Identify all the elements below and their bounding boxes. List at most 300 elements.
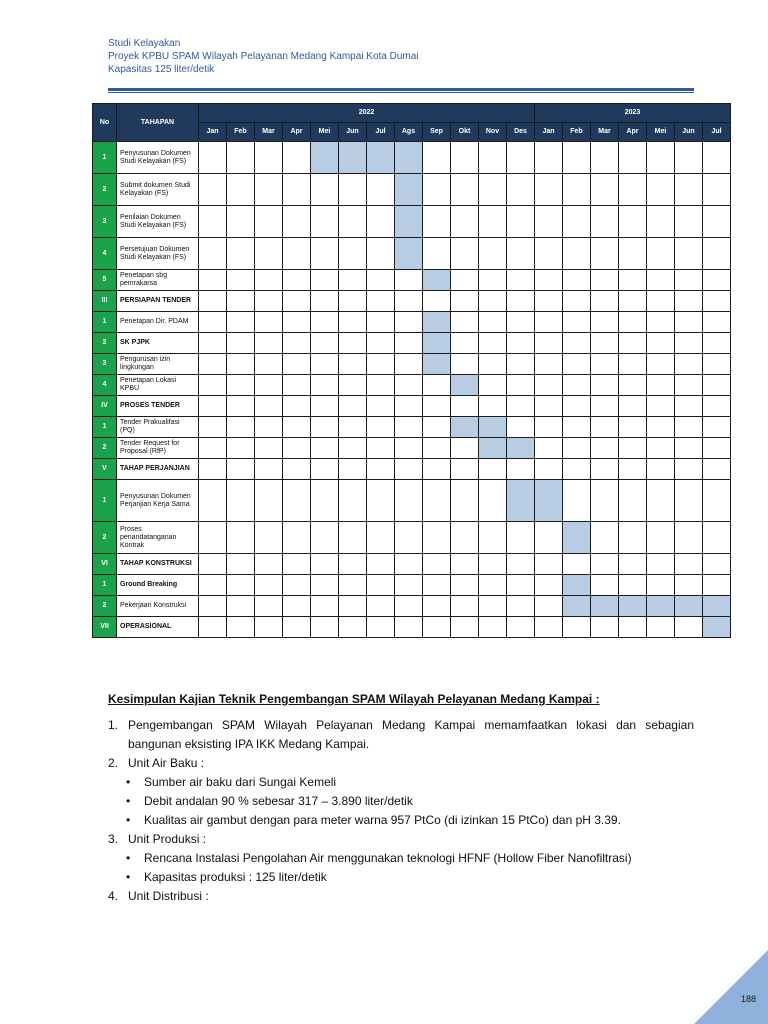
schedule-cell [591, 417, 619, 438]
schedule-cell [255, 459, 283, 480]
schedule-cell [199, 354, 227, 375]
schedule-cell [227, 270, 255, 291]
schedule-cell [311, 174, 339, 206]
schedule-cell [283, 238, 311, 270]
schedule-cell [507, 333, 535, 354]
schedule-cell [367, 375, 395, 396]
month-header: Jan [199, 123, 227, 142]
schedule-cell [255, 238, 283, 270]
technical-summary [108, 690, 694, 906]
schedule-cell [703, 354, 731, 375]
schedule-cell [535, 396, 563, 417]
schedule-cell [339, 333, 367, 354]
year-2023-header: 2023 [535, 104, 731, 123]
schedule-cell [227, 617, 255, 638]
schedule-cell [283, 617, 311, 638]
schedule-cell [647, 375, 675, 396]
schedule-cell [479, 575, 507, 596]
schedule-cell [451, 575, 479, 596]
schedule-cell [227, 354, 255, 375]
schedule-cell [647, 206, 675, 238]
schedule-cell [619, 291, 647, 312]
schedule-cell [199, 459, 227, 480]
schedule-cell [647, 354, 675, 375]
schedule-cell [255, 333, 283, 354]
schedule-cell [451, 312, 479, 333]
schedule-cell [451, 522, 479, 554]
schedule-cell [199, 417, 227, 438]
schedule-bar-cell [703, 596, 731, 617]
schedule-cell [227, 396, 255, 417]
schedule-cell [451, 459, 479, 480]
task-name: Tender Prakualifasi (PQ) [117, 417, 199, 438]
schedule-cell [535, 206, 563, 238]
schedule-cell [423, 238, 451, 270]
schedule-cell [591, 554, 619, 575]
schedule-cell [255, 142, 283, 174]
schedule-cell [423, 575, 451, 596]
month-header: Nov [479, 123, 507, 142]
schedule-cell [199, 522, 227, 554]
schedule-cell [255, 270, 283, 291]
schedule-cell [479, 617, 507, 638]
schedule-cell [367, 174, 395, 206]
schedule-cell [535, 375, 563, 396]
schedule-cell [395, 522, 423, 554]
schedule-cell [479, 206, 507, 238]
schedule-cell [199, 333, 227, 354]
month-header: Jan [535, 123, 563, 142]
schedule-cell [675, 575, 703, 596]
task-name: Pekerjaan Konstruksi [117, 596, 199, 617]
schedule-cell [339, 417, 367, 438]
table-row [93, 375, 731, 396]
schedule-cell [619, 238, 647, 270]
schedule-cell [199, 238, 227, 270]
schedule-cell [283, 354, 311, 375]
table-row [93, 396, 731, 417]
schedule-cell [255, 596, 283, 617]
month-header: Okt [451, 123, 479, 142]
schedule-cell [227, 174, 255, 206]
schedule-cell [563, 396, 591, 417]
schedule-cell [479, 312, 507, 333]
schedule-cell [451, 206, 479, 238]
month-header: Mar [255, 123, 283, 142]
schedule-cell [507, 142, 535, 174]
row-number: 2 [93, 522, 117, 554]
bullet-dot-icon: • [126, 775, 131, 789]
schedule-cell [395, 354, 423, 375]
schedule-cell [283, 459, 311, 480]
schedule-cell [647, 522, 675, 554]
schedule-cell [339, 438, 367, 459]
month-header: Mei [311, 123, 339, 142]
schedule-cell [591, 142, 619, 174]
month-header: Feb [563, 123, 591, 142]
schedule-cell [535, 333, 563, 354]
summary-bullet-text: Kapasitas produksi : 125 liter/detik [144, 870, 327, 884]
row-number: 5 [93, 270, 117, 291]
schedule-cell [227, 238, 255, 270]
schedule-cell [591, 522, 619, 554]
schedule-cell [535, 174, 563, 206]
row-number: 2 [93, 438, 117, 459]
schedule-cell [647, 617, 675, 638]
schedule-cell [311, 596, 339, 617]
schedule-cell [563, 554, 591, 575]
schedule-cell [367, 575, 395, 596]
task-name: TAHAP PERJANJIAN [117, 459, 199, 480]
schedule-cell [619, 312, 647, 333]
schedule-cell [675, 354, 703, 375]
header-line-2: Proyek KPBU SPAM Wilayah Pelayanan Medang Kampai Kota Dumai [108, 51, 419, 62]
schedule-cell [647, 333, 675, 354]
month-header: Apr [619, 123, 647, 142]
schedule-cell [591, 396, 619, 417]
schedule-cell [479, 554, 507, 575]
schedule-cell [255, 291, 283, 312]
schedule-cell [591, 575, 619, 596]
header-line-1: Studi Kelayakan [108, 38, 181, 49]
bullet-dot-icon: • [126, 794, 131, 808]
schedule-cell [423, 417, 451, 438]
schedule-cell [647, 417, 675, 438]
schedule-cell [255, 312, 283, 333]
schedule-cell [619, 206, 647, 238]
schedule-cell [339, 270, 367, 291]
schedule-cell [255, 396, 283, 417]
row-number: 1 [93, 142, 117, 174]
schedule-cell [255, 480, 283, 522]
schedule-cell [367, 417, 395, 438]
schedule-cell [199, 174, 227, 206]
schedule-cell [647, 554, 675, 575]
schedule-cell [479, 291, 507, 312]
schedule-cell [479, 396, 507, 417]
row-number: 4 [93, 375, 117, 396]
schedule-cell [619, 174, 647, 206]
schedule-cell [227, 375, 255, 396]
schedule-cell [283, 312, 311, 333]
schedule-cell [451, 174, 479, 206]
schedule-cell [395, 270, 423, 291]
schedule-cell [311, 554, 339, 575]
schedule-cell [479, 142, 507, 174]
schedule-cell [507, 354, 535, 375]
schedule-cell [619, 554, 647, 575]
header-divider-thin [108, 92, 694, 93]
schedule-cell [339, 174, 367, 206]
schedule-cell [339, 291, 367, 312]
schedule-cell [507, 312, 535, 333]
schedule-cell [479, 375, 507, 396]
schedule-cell [703, 291, 731, 312]
schedule-cell [535, 459, 563, 480]
table-row [93, 312, 731, 333]
schedule-bar-cell [423, 333, 451, 354]
schedule-cell [199, 438, 227, 459]
table-row [93, 617, 731, 638]
schedule-cell [339, 522, 367, 554]
schedule-cell [367, 596, 395, 617]
schedule-bar-cell [367, 142, 395, 174]
schedule-bar-cell [451, 417, 479, 438]
table-row [93, 438, 731, 459]
row-number: 2 [93, 596, 117, 617]
summary-item-text: Unit Air Baku : [128, 756, 205, 770]
schedule-cell [339, 480, 367, 522]
schedule-cell [339, 238, 367, 270]
task-name: Penyusunan Dokumen Perjanjian Kerja Sama [117, 480, 199, 522]
summary-bullet [108, 811, 694, 830]
col-tahapan-header: TAHAPAN [117, 104, 199, 142]
schedule-bar-cell [423, 270, 451, 291]
schedule-cell [507, 554, 535, 575]
task-name: Penyusunan Dokumen Studi Kelayakan (FS) [117, 142, 199, 174]
schedule-cell [535, 142, 563, 174]
schedule-cell [255, 575, 283, 596]
month-header: Jul [367, 123, 395, 142]
schedule-cell [367, 270, 395, 291]
schedule-cell [619, 522, 647, 554]
schedule-cell [451, 354, 479, 375]
schedule-cell [647, 459, 675, 480]
summary-item [108, 830, 694, 849]
schedule-cell [507, 270, 535, 291]
table-row [93, 270, 731, 291]
schedule-cell [339, 312, 367, 333]
schedule-cell [675, 291, 703, 312]
schedule-cell [591, 238, 619, 270]
schedule-cell [675, 238, 703, 270]
schedule-cell [199, 480, 227, 522]
schedule-cell [647, 238, 675, 270]
summary-item-number: 1. [108, 718, 119, 732]
schedule-cell [283, 554, 311, 575]
schedule-cell [479, 270, 507, 291]
schedule-cell [283, 174, 311, 206]
summary-item-text: Unit Distribusi : [128, 889, 209, 903]
schedule-cell [311, 617, 339, 638]
schedule-cell [479, 459, 507, 480]
schedule-cell [395, 480, 423, 522]
schedule-cell [199, 396, 227, 417]
schedule-cell [675, 333, 703, 354]
schedule-cell [479, 480, 507, 522]
schedule-cell [199, 270, 227, 291]
schedule-cell [227, 206, 255, 238]
schedule-cell [591, 617, 619, 638]
schedule-cell [311, 312, 339, 333]
schedule-cell [675, 174, 703, 206]
schedule-cell [703, 174, 731, 206]
schedule-table [92, 103, 731, 638]
schedule-cell [563, 270, 591, 291]
schedule-cell [703, 396, 731, 417]
schedule-cell [675, 206, 703, 238]
schedule-cell [535, 554, 563, 575]
table-row [93, 480, 731, 522]
schedule-cell [423, 438, 451, 459]
row-number: 1 [93, 480, 117, 522]
schedule-cell [395, 438, 423, 459]
schedule-cell [283, 480, 311, 522]
row-number: 2 [93, 333, 117, 354]
schedule-cell [227, 417, 255, 438]
schedule-cell [395, 617, 423, 638]
schedule-cell [647, 174, 675, 206]
schedule-cell [619, 142, 647, 174]
table-row [93, 459, 731, 480]
row-number: 4 [93, 238, 117, 270]
schedule-bar-cell [479, 417, 507, 438]
month-header: Ags [395, 123, 423, 142]
schedule-bar-cell [507, 480, 535, 522]
schedule-cell [283, 575, 311, 596]
schedule-cell [563, 142, 591, 174]
row-number: III [93, 291, 117, 312]
row-number: VII [93, 617, 117, 638]
task-name: Persetujuan Dokumen Studi Kelayakan (FS) [117, 238, 199, 270]
schedule-cell [675, 554, 703, 575]
page-number: 188 [740, 994, 756, 1004]
row-number: 1 [93, 417, 117, 438]
schedule-cell [451, 333, 479, 354]
page-corner-decoration [694, 950, 768, 1024]
schedule-cell [675, 417, 703, 438]
bullet-dot-icon: • [126, 851, 131, 865]
schedule-cell [535, 522, 563, 554]
schedule-cell [619, 417, 647, 438]
table-row [93, 206, 731, 238]
schedule-cell [311, 575, 339, 596]
schedule-cell [227, 596, 255, 617]
schedule-cell [563, 312, 591, 333]
schedule-cell [703, 206, 731, 238]
summary-bullet-text: Kualitas air gambut dengan para meter warna 957 PtCo (di izinkan 15 PtCo) dan pH 3.39. [144, 813, 621, 827]
schedule-cell [227, 522, 255, 554]
schedule-cell [339, 554, 367, 575]
schedule-cell [311, 396, 339, 417]
schedule-cell [423, 375, 451, 396]
schedule-cell [311, 270, 339, 291]
task-name: Penilaian Dokumen Studi Kelayakan (FS) [117, 206, 199, 238]
schedule-cell [339, 596, 367, 617]
schedule-cell [535, 312, 563, 333]
schedule-cell [451, 291, 479, 312]
summary-list [108, 716, 694, 906]
schedule-cell [563, 174, 591, 206]
task-name: SK PJPK [117, 333, 199, 354]
schedule-cell [199, 312, 227, 333]
schedule-cell [423, 554, 451, 575]
schedule-cell [339, 396, 367, 417]
schedule-cell [255, 522, 283, 554]
schedule-bar-cell [395, 174, 423, 206]
schedule-cell [675, 270, 703, 291]
schedule-cell [311, 522, 339, 554]
schedule-cell [423, 142, 451, 174]
schedule-cell [339, 459, 367, 480]
schedule-cell [227, 459, 255, 480]
schedule-cell [535, 354, 563, 375]
schedule-cell [311, 459, 339, 480]
month-header: Apr [283, 123, 311, 142]
year-2022-header: 2022 [199, 104, 535, 123]
schedule-cell [479, 238, 507, 270]
schedule-cell [283, 375, 311, 396]
schedule-cell [479, 174, 507, 206]
summary-bullet-text: Rencana Instalasi Pengolahan Air menggunakan teknologi HFNF (Hollow Fiber Nanofiltrasi) [144, 851, 632, 865]
schedule-cell [283, 270, 311, 291]
schedule-bar-cell [591, 596, 619, 617]
schedule-cell [395, 375, 423, 396]
summary-bullet [108, 792, 694, 811]
schedule-cell [311, 480, 339, 522]
schedule-cell [395, 396, 423, 417]
schedule-cell [311, 417, 339, 438]
schedule-cell [423, 596, 451, 617]
schedule-cell [703, 554, 731, 575]
schedule-cell [619, 438, 647, 459]
schedule-cell [451, 396, 479, 417]
schedule-cell [535, 238, 563, 270]
schedule-cell [507, 575, 535, 596]
schedule-cell [703, 312, 731, 333]
schedule-cell [255, 206, 283, 238]
task-name: PERSIAPAN TENDER [117, 291, 199, 312]
table-row [93, 333, 731, 354]
schedule-cell [703, 142, 731, 174]
table-row [93, 238, 731, 270]
task-name: PROSES TENDER [117, 396, 199, 417]
schedule-cell [227, 480, 255, 522]
schedule-cell [675, 142, 703, 174]
schedule-bar-cell [311, 142, 339, 174]
schedule-cell [591, 206, 619, 238]
table-row [93, 354, 731, 375]
schedule-cell [255, 174, 283, 206]
schedule-cell [451, 596, 479, 617]
schedule-cell [395, 596, 423, 617]
row-number: 1 [93, 312, 117, 333]
summary-item-number: 4. [108, 889, 119, 903]
schedule-cell [283, 522, 311, 554]
schedule-bar-cell [423, 354, 451, 375]
schedule-cell [423, 174, 451, 206]
task-name: OPERASIONAL [117, 617, 199, 638]
schedule-cell [367, 459, 395, 480]
schedule-cell [647, 575, 675, 596]
schedule-cell [339, 206, 367, 238]
schedule-cell [591, 459, 619, 480]
schedule-cell [591, 375, 619, 396]
schedule-cell [535, 291, 563, 312]
schedule-cell [367, 617, 395, 638]
schedule-cell [703, 270, 731, 291]
schedule-cell [311, 291, 339, 312]
summary-item [108, 887, 694, 906]
schedule-bar-cell [451, 375, 479, 396]
table-row [93, 142, 731, 174]
schedule-cell [339, 354, 367, 375]
schedule-cell [423, 396, 451, 417]
schedule-cell [367, 354, 395, 375]
schedule-cell [451, 270, 479, 291]
schedule-cell [535, 270, 563, 291]
col-no-header: No [93, 104, 117, 142]
